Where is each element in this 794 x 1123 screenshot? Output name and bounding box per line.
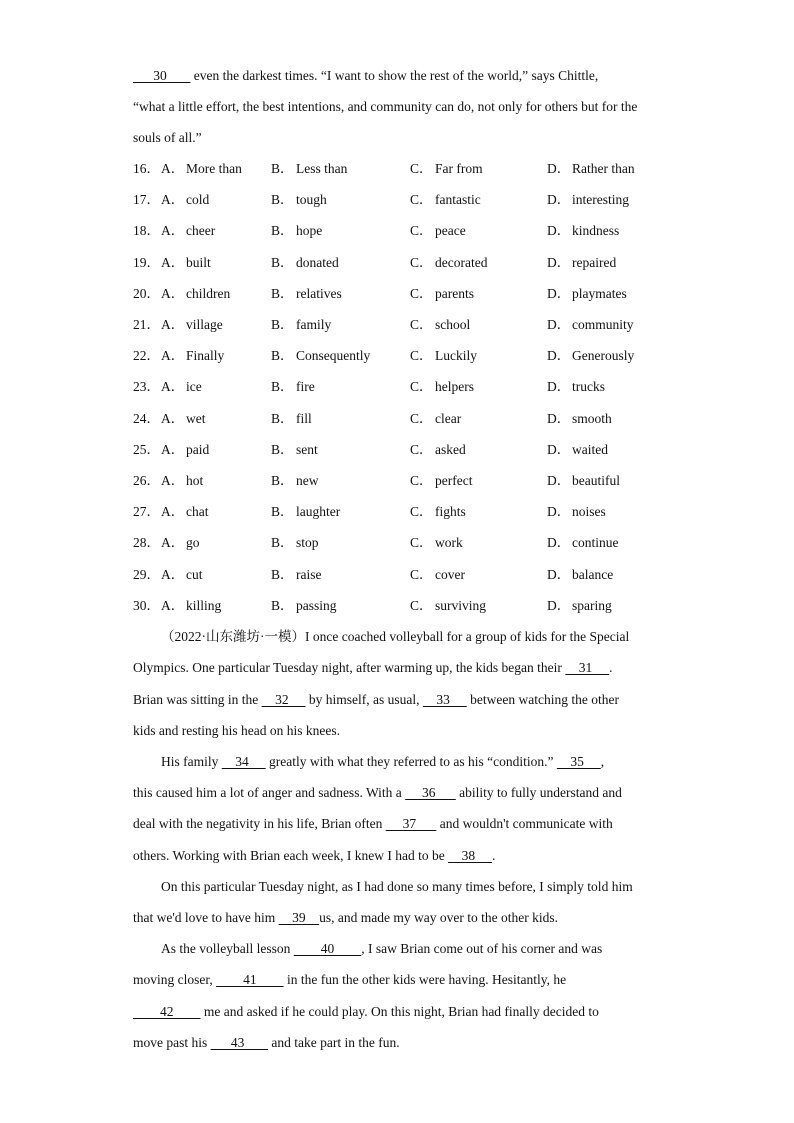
question-row: [133, 253, 663, 273]
option-d: [547, 253, 616, 273]
option-letter: A．: [161, 286, 185, 301]
answer-blank: 36: [405, 785, 456, 800]
option-text: continue: [572, 535, 619, 550]
option-letter: C．: [410, 535, 433, 550]
option-text: tough: [296, 192, 327, 207]
text-line: His family 34 greatly with what they referred to as his “condition.” 35 ,: [161, 754, 605, 769]
option-text: cheer: [186, 223, 216, 238]
question-number: 26．: [133, 473, 160, 488]
option-text: wet: [186, 411, 206, 426]
passage-source-line: （2022·山东潍坊·一模）I once coached volleyball for a group of kids for the Special: [161, 629, 630, 644]
answer-blank: 34: [221, 754, 266, 769]
option-a: [133, 409, 206, 429]
option-letter: A．: [161, 567, 185, 582]
option-text: interesting: [572, 192, 629, 207]
option-a: [133, 502, 209, 522]
answer-blank: 40: [293, 941, 362, 956]
question-number: 20．: [133, 286, 160, 301]
option-text: helpers: [435, 379, 474, 394]
option-d: [547, 315, 634, 335]
option-b: [271, 221, 322, 241]
option-b: [271, 346, 370, 366]
option-d: [547, 596, 612, 616]
option-text: sparing: [572, 598, 612, 613]
option-letter: A．: [161, 598, 185, 613]
option-text: playmates: [572, 286, 627, 301]
option-text: raise: [296, 567, 322, 582]
option-c: [410, 221, 466, 241]
option-letter: D．: [547, 379, 571, 394]
text-line: others. Working with Brian each week, I knew I had to be 38 .: [133, 848, 496, 863]
option-text: built: [186, 255, 211, 270]
option-c: [410, 346, 477, 366]
option-letter: D．: [547, 348, 571, 363]
option-d: [547, 284, 627, 304]
option-text: donated: [296, 255, 339, 270]
option-b: [271, 190, 327, 210]
option-text: children: [186, 286, 231, 301]
option-letter: D．: [547, 161, 571, 176]
option-text: school: [435, 317, 471, 332]
option-text: hot: [186, 473, 204, 488]
option-text: passing: [296, 598, 337, 613]
question-row: [133, 471, 663, 491]
option-letter: A．: [161, 535, 185, 550]
question-row: [133, 159, 663, 179]
option-b: [271, 533, 319, 553]
option-text: paid: [186, 442, 210, 457]
option-c: [410, 502, 466, 522]
option-letter: C．: [410, 192, 433, 207]
question-row: [133, 284, 663, 304]
question-row: [133, 533, 663, 553]
option-text: Generously: [572, 348, 635, 363]
option-text: Finally: [186, 348, 225, 363]
option-text: Consequently: [296, 348, 371, 363]
option-d: [547, 533, 619, 553]
question-number: 27．: [133, 504, 160, 519]
option-letter: D．: [547, 442, 571, 457]
option-a: [133, 377, 202, 397]
option-a: [133, 471, 203, 491]
text-line: move past his 43 and take part in the fun.: [133, 1035, 400, 1050]
question-number: 16．: [133, 161, 160, 176]
option-letter: A．: [161, 411, 185, 426]
option-letter: D．: [547, 286, 571, 301]
option-text: waited: [572, 442, 608, 457]
question-number: 18．: [133, 223, 160, 238]
answer-blank: 37: [385, 816, 437, 831]
option-letter: C．: [410, 379, 433, 394]
question-number: 23．: [133, 379, 160, 394]
option-a: [133, 253, 211, 273]
option-c: [410, 596, 486, 616]
option-text: decorated: [435, 255, 488, 270]
option-text: kindness: [572, 223, 620, 238]
option-letter: B．: [271, 567, 294, 582]
question-row: [133, 346, 663, 366]
option-d: [547, 502, 606, 522]
option-letter: C．: [410, 161, 433, 176]
option-text: work: [435, 535, 463, 550]
option-letter: D．: [547, 535, 571, 550]
option-letter: A．: [161, 504, 185, 519]
option-a: [133, 190, 209, 210]
question-row: [133, 440, 663, 460]
option-c: [410, 253, 487, 273]
option-a: [133, 284, 230, 304]
option-letter: A．: [161, 223, 185, 238]
option-b: [271, 377, 315, 397]
question-row: [133, 596, 663, 616]
text-line: 30 even the darkest times. “I want to show the rest of the world,” says Chittle,: [133, 66, 663, 86]
option-letter: C．: [410, 286, 433, 301]
option-letter: A．: [161, 473, 185, 488]
question-row: [133, 377, 663, 397]
answer-blank: 41: [216, 972, 284, 987]
option-c: [410, 190, 481, 210]
option-letter: B．: [271, 348, 294, 363]
text-line: souls of all.”: [133, 130, 202, 145]
option-text: parents: [435, 286, 474, 301]
option-letter: C．: [410, 317, 433, 332]
option-text: killing: [186, 598, 222, 613]
option-b: [271, 471, 319, 491]
option-letter: D．: [547, 223, 571, 238]
option-text: ice: [186, 379, 202, 394]
question-number: 24．: [133, 411, 160, 426]
question-number: 22．: [133, 348, 160, 363]
answer-blank: 43: [210, 1035, 268, 1050]
option-b: [271, 315, 331, 335]
text-line: “what a little effort, the best intentions, and community can do, not only for others but for the: [133, 99, 638, 114]
question-number: 19．: [133, 255, 160, 270]
option-d: [547, 471, 620, 491]
text-line: Olympics. One particular Tuesday night, after warming up, the kids began their 31 .: [133, 660, 613, 675]
option-letter: B．: [271, 442, 294, 457]
option-d: [547, 440, 608, 460]
answer-blank: 42: [133, 1004, 201, 1019]
text-line: 42 me and asked if he could play. On this night, Brian had finally decided to: [133, 1004, 599, 1019]
option-letter: B．: [271, 535, 294, 550]
option-b: [271, 409, 312, 429]
option-text: repaired: [572, 255, 617, 270]
option-d: [547, 346, 634, 366]
option-a: [133, 221, 215, 241]
option-d: [547, 190, 629, 210]
option-text: cold: [186, 192, 210, 207]
option-c: [410, 377, 474, 397]
option-d: [547, 377, 605, 397]
option-b: [271, 253, 339, 273]
option-text: hope: [296, 223, 323, 238]
option-letter: B．: [271, 473, 294, 488]
option-a: [133, 159, 242, 179]
option-letter: D．: [547, 411, 571, 426]
option-letter: B．: [271, 411, 294, 426]
question-number: 17．: [133, 192, 160, 207]
option-letter: C．: [410, 223, 433, 238]
option-text: Rather than: [572, 161, 635, 176]
option-letter: C．: [410, 504, 433, 519]
option-letter: B．: [271, 598, 294, 613]
option-letter: C．: [410, 442, 433, 457]
text-line: that we'd love to have him 39 us, and made my way over to the other kids.: [133, 910, 558, 925]
question-row: [133, 221, 663, 241]
text-line: As the volleyball lesson 40 , I saw Brian come out of his corner and was: [161, 941, 603, 956]
question-number: 21．: [133, 317, 160, 332]
text-line: moving closer, 41 in the fun the other kids were having. Hesitantly, he: [133, 972, 567, 987]
option-text: stop: [296, 535, 319, 550]
question-number: 30．: [133, 598, 160, 613]
option-c: [410, 471, 472, 491]
option-c: [410, 533, 463, 553]
option-letter: B．: [271, 223, 294, 238]
option-text: laughter: [296, 504, 341, 519]
answer-blank: 30: [153, 68, 167, 83]
question-row: [133, 190, 663, 210]
option-text: fill: [296, 411, 312, 426]
option-c: [410, 409, 461, 429]
option-d: [547, 565, 613, 585]
option-text: sent: [296, 442, 318, 457]
option-text: fights: [435, 504, 466, 519]
question-number: 28．: [133, 535, 160, 550]
question-number: 29．: [133, 567, 160, 582]
option-text: Luckily: [435, 348, 477, 363]
option-letter: C．: [410, 348, 433, 363]
option-letter: B．: [271, 504, 294, 519]
option-letter: A．: [161, 442, 185, 457]
option-text: smooth: [572, 411, 612, 426]
option-text: village: [186, 317, 223, 332]
option-text: surviving: [435, 598, 487, 613]
option-letter: B．: [271, 379, 294, 394]
option-text: Far from: [435, 161, 483, 176]
question-row: [133, 502, 663, 522]
option-text: community: [572, 317, 634, 332]
option-a: [133, 440, 209, 460]
option-a: [133, 533, 200, 553]
option-a: [133, 565, 203, 585]
option-a: [133, 315, 223, 335]
option-text: new: [296, 473, 319, 488]
option-c: [410, 440, 466, 460]
option-letter: D．: [547, 255, 571, 270]
option-text: perfect: [435, 473, 473, 488]
option-letter: D．: [547, 598, 571, 613]
option-letter: B．: [271, 161, 294, 176]
option-text: relatives: [296, 286, 342, 301]
option-c: [410, 565, 465, 585]
option-a: [133, 596, 221, 616]
option-letter: C．: [410, 473, 433, 488]
option-letter: C．: [410, 598, 433, 613]
option-a: [133, 346, 224, 366]
option-letter: D．: [547, 473, 571, 488]
option-text: trucks: [572, 379, 605, 394]
option-letter: B．: [271, 192, 294, 207]
option-c: [410, 315, 470, 335]
option-letter: D．: [547, 504, 571, 519]
question-number: 25．: [133, 442, 160, 457]
text-line: kids and resting his head on his knees.: [133, 723, 340, 738]
option-letter: C．: [410, 255, 433, 270]
option-letter: B．: [271, 286, 294, 301]
option-letter: A．: [161, 255, 185, 270]
text-line: deal with the negativity in his life, Brian often 37 and wouldn't communicate with: [133, 816, 613, 831]
answer-blank: 35: [556, 754, 601, 769]
question-row: [133, 315, 663, 335]
answer-blank: 39: [278, 910, 320, 925]
option-letter: B．: [271, 255, 294, 270]
option-d: [547, 221, 619, 241]
option-d: [547, 159, 635, 179]
answer-blank: 32: [261, 692, 306, 707]
option-b: [271, 440, 318, 460]
option-text: balance: [572, 567, 614, 582]
option-letter: A．: [161, 192, 185, 207]
option-text: chat: [186, 504, 209, 519]
option-text: More than: [186, 161, 242, 176]
option-letter: C．: [410, 567, 433, 582]
option-b: [271, 502, 340, 522]
option-letter: A．: [161, 161, 185, 176]
text-line: Brian was sitting in the 32 by himself, as usual, 33 between watching the other: [133, 692, 619, 707]
option-d: [547, 409, 612, 429]
option-letter: D．: [547, 192, 571, 207]
option-text: family: [296, 317, 332, 332]
option-letter: D．: [547, 317, 571, 332]
option-text: Less than: [296, 161, 348, 176]
option-text: fire: [296, 379, 315, 394]
option-text: cover: [435, 567, 465, 582]
answer-blank: 31: [565, 660, 610, 675]
question-row: [133, 409, 663, 429]
question-row: [133, 565, 663, 585]
answer-blank: 38: [448, 848, 492, 863]
option-c: [410, 284, 474, 304]
option-text: beautiful: [572, 473, 620, 488]
option-text: peace: [435, 223, 466, 238]
option-letter: B．: [271, 317, 294, 332]
option-text: cut: [186, 567, 203, 582]
option-b: [271, 596, 337, 616]
option-text: noises: [572, 504, 606, 519]
text-line: On this particular Tuesday night, as I had done so many times before, I simply told him: [161, 879, 633, 894]
option-letter: D．: [547, 567, 571, 582]
option-b: [271, 159, 347, 179]
answer-blank: 33: [422, 692, 467, 707]
option-b: [271, 565, 321, 585]
option-letter: A．: [161, 379, 185, 394]
option-c: [410, 159, 483, 179]
option-text: clear: [435, 411, 462, 426]
text-line: this caused him a lot of anger and sadness. With a 36 ability to fully understand and: [133, 785, 622, 800]
option-text: fantastic: [435, 192, 481, 207]
option-text: asked: [435, 442, 466, 457]
option-text: go: [186, 535, 200, 550]
option-letter: A．: [161, 317, 185, 332]
option-b: [271, 284, 342, 304]
option-letter: C．: [410, 411, 433, 426]
option-letter: A．: [161, 348, 185, 363]
